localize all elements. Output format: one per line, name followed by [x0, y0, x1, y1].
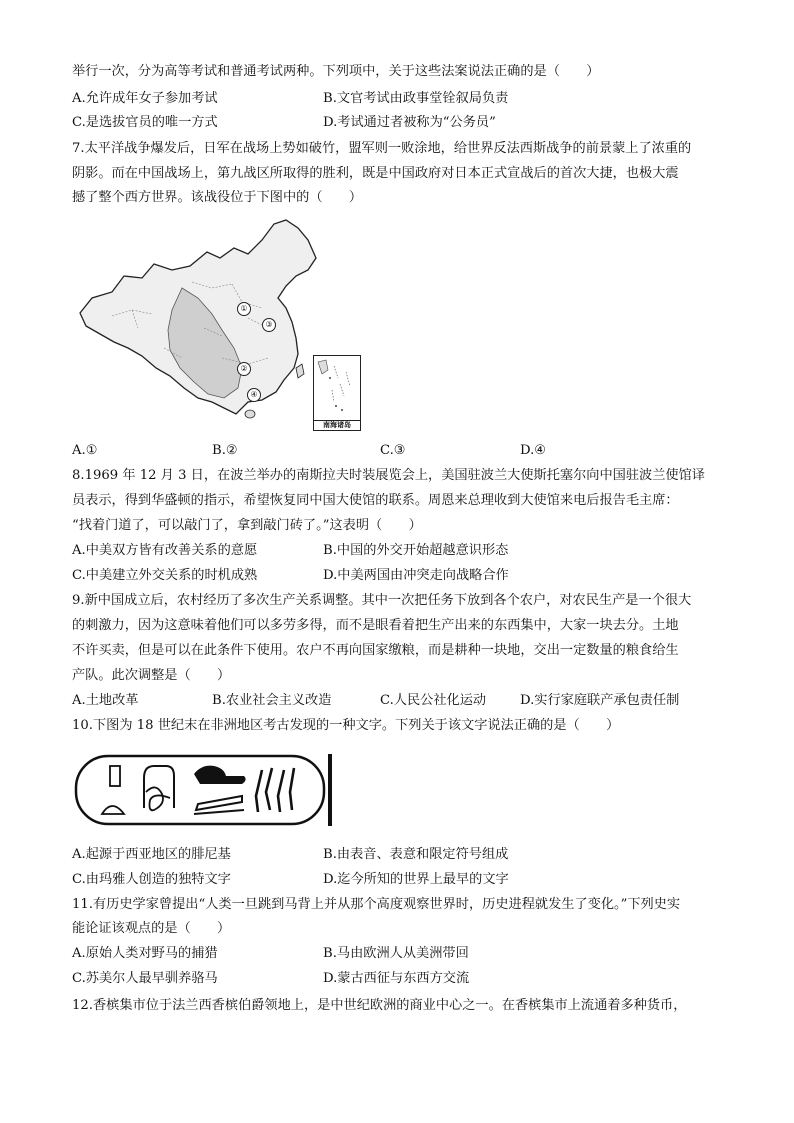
q9-option-d: D.实行家庭联产承包责任制: [520, 693, 680, 708]
map-marker-4: ④: [247, 388, 261, 402]
q8-stem-line3: “找着门道了，可以敲门了，拿到敲门砖了。”这表明（ ）: [72, 518, 422, 533]
map-marker-1: ①: [237, 302, 251, 316]
q7-option-a: A.①: [72, 443, 98, 458]
q6-option-c: C.是选拔官员的唯一方式: [72, 115, 218, 130]
q9-stem-line2: 的刺激力，因为这意味着他们可以多劳多得，而不是眼看着把生产出来的东西集中，大家一块去分。土地: [72, 618, 679, 633]
q9-option-b: B.农业社会主义改造: [212, 693, 332, 708]
q11-option-a: A.原始人类对野马的捕猎: [72, 946, 218, 961]
q9-stem-line1: 9.新中国成立后，农村经历了多次生产关系调整。其中一次把任务下放到各个农户，对农民生产是一个很大: [72, 593, 692, 608]
q10-option-a: A.起源于西亚地区的腓尼基: [72, 847, 231, 862]
q11-option-d: D.蒙古西征与东西方交流: [323, 971, 470, 986]
q10-option-b: B.由表音、表意和限定符号组成: [323, 847, 509, 862]
q6-option-d: D.考试通过者被称为“公务员”: [323, 115, 496, 130]
q10-option-c: C.由玛雅人创造的独特文字: [72, 872, 231, 887]
q8-stem-line2: 员表示，得到华盛顿的指示，希望恢复同中国大使馆的联系。周恩来总理收到大使馆来电后报告毛主席：: [72, 493, 679, 508]
q9-stem-line3: 不许买卖，但是可以在此条件下使用。农户不再向国家缴粮，而是耕种一块地，交出一定数量的粮食给生: [72, 643, 679, 658]
q6-option-b: B.文官考试由政事堂铨叙局负责: [323, 91, 509, 106]
q9-option-a: A.土地改革: [72, 693, 139, 708]
q11-stem-line2: 能论证该观点的是（ ）: [72, 921, 231, 936]
inset-islands: [314, 356, 360, 420]
q7-option-b: B.②: [212, 443, 238, 458]
q9-option-c: C.人民公社化运动: [380, 693, 487, 708]
map-marker-2: ②: [237, 362, 251, 376]
q11-option-c: C.苏美尔人最早驯养骆马: [72, 971, 218, 986]
q8-option-c: C.中美建立外交关系的时机成熟: [72, 568, 258, 583]
inset-label: 南海诸岛: [314, 420, 360, 430]
map-marker-3: ③: [262, 318, 276, 332]
q8-option-a: A.中美双方皆有改善关系的意愿: [72, 543, 258, 558]
q6-option-a: A.允许成年女子参加考试: [72, 91, 218, 106]
hieroglyph-cartouche: [74, 752, 336, 828]
south-china-sea-inset: [313, 355, 361, 431]
q11-stem-line1: 11.有历史学家曾提出“人类一旦跳到马背上并从那个高度观察世界时，历史进程就发生了变化。”下列史实: [72, 897, 681, 912]
q7-stem-line2: 阴影。而在中国战场上，第九战区所取得的胜利，既是中国政府对日本正式宣战后的首次大捷，也极大震: [72, 166, 679, 181]
q7-stem-line3: 撼了整个西方世界。该战役位于下图中的（ ）: [72, 190, 363, 205]
q7-option-c: C.③: [380, 443, 406, 458]
q11-option-b: B.马由欧洲人从美洲带回: [323, 946, 469, 961]
q6-stem-end: 举行一次，分为高等考试和普通考试两种。下列项中，关于这些法案说法正确的是（ ）: [72, 64, 600, 79]
q10-option-d: D.迄今所知的世界上最早的文字: [323, 872, 509, 887]
q8-option-b: B.中国的外交开始超越意识形态: [323, 543, 509, 558]
q10-stem: 10.下图为 18 世纪末在非洲地区考古发现的一种文字。下列关于该文字说法正确的是（ ）: [72, 718, 620, 733]
q12-stem-line1: 12.香槟集市位于法兰西香槟伯爵领地上，是中世纪欧洲的商业中心之一。在香槟集市上流通着多种货币，: [72, 998, 687, 1013]
q8-stem-line1: 8.1969 年 12 月 3 日，在波兰举办的南斯拉夫时装展览会上，美国驻波兰大使斯托塞尔向中国驻波兰使馆译: [72, 468, 705, 483]
q7-option-d: D.④: [520, 443, 547, 458]
q8-option-d: D.中美两国由冲突走向战略合作: [323, 568, 509, 583]
q9-stem-line4: 产队。此次调整是（ ）: [72, 668, 231, 683]
q7-stem-line1: 7.太平洋战争爆发后，日军在战场上势如破竹，盟军则一败涂地，给世界反法西斯战争的前景蒙上了浓重的: [72, 141, 692, 156]
cartouche-drawing: [74, 752, 336, 828]
